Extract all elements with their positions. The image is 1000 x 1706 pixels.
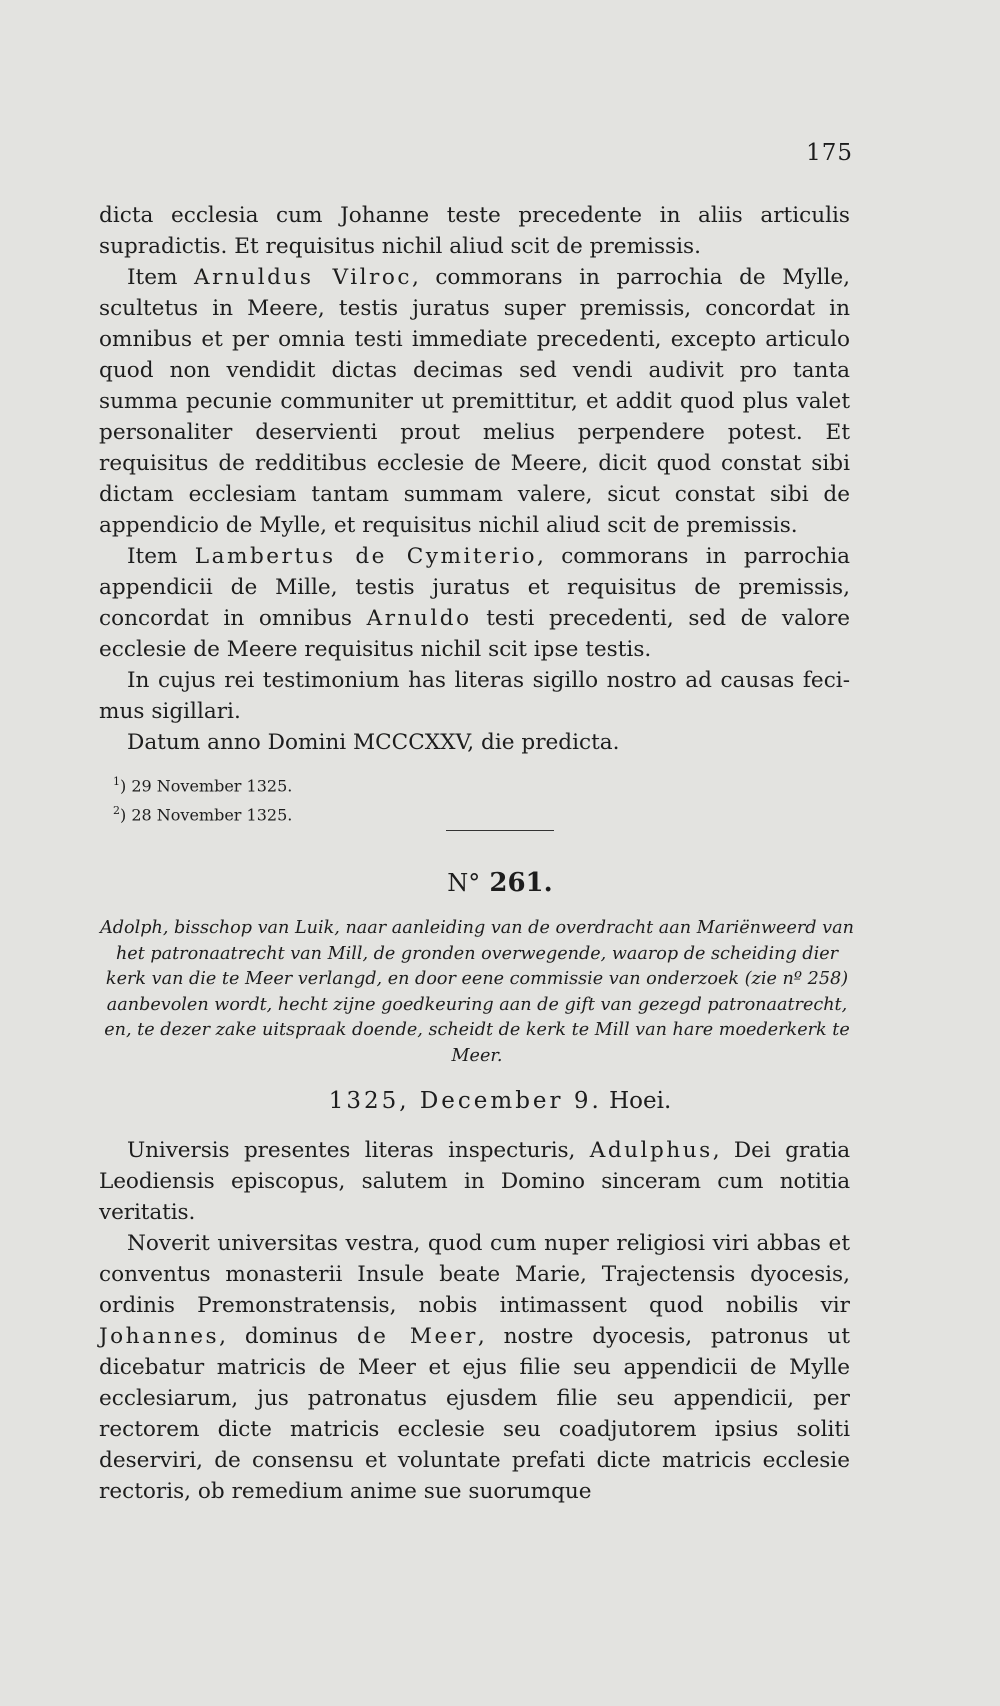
paragraph-3: Item Lambertus de Cymiterio, commorans in parrochia appendicii de Mille, testis juratus et requisitus de premissis, concordat in omnibus Arnuldo testi precedenti, sed de valore ecclesie de Meere requisitus nichil scit ipse testis. (99, 544, 850, 662)
paragraph-4: In cujus rei testimonium has literas sigillo nostro ad causas fecimus sigillari. (99, 668, 850, 724)
document-date: 1325, December 9. Hoei. (328, 1088, 672, 1114)
footnote-2: $^2$) 28 November 1325. (113, 804, 293, 825)
patron-name: Johannes (99, 1324, 220, 1349)
paragraph-2: Item Arnuldus Vilroc, commorans in parrochia de Mylle, scultetus in Meere, testis juratus super premissis, concordat in omnibus et per omnia testi immediate precedenti, excepto articulo quod non vendidit dictas decimas sed vendi audivit pro tanta summa pecunie communiter ut premittitur, et addit quod plus valet personaliter deservienti prout melius perpendere potest. Et requisitus de redditibus ecclesie de Meere, dicit quod constat sibi dictam ecclesiam tantam summam valere, sicut constat sibi de appendicio de Mylle, et requisitus nichil aliud scit de premissis. (99, 265, 850, 538)
page-number: 175 (806, 140, 853, 166)
issuer-name: Adulphus (589, 1138, 713, 1163)
witness-name-arnuldo: Arnuldo (366, 606, 472, 631)
document-summary: Adolph, bisschop van Luik, naar aanleiding van de overdracht aan Mariënweerd van het patronaatrecht van Mill, de gronden overwegende, waarop de scheiding dier kerk van die te Meer verlangd, en door eene commissie van onderzoek (zie nº 258) aanbevolen wordt, hecht zijne goedkeuring aan de gift van gezegd patronaatrecht, en, te dezer zake uitspraak doende, scheidt de kerk te Mill van hare moederkerk te Meer. (100, 918, 854, 1066)
charter-text (99, 1135, 850, 1507)
paragraph-1: dicta ecclesia cum Johanne teste precedente in aliis articulis supradictis. Et requisitus nichil aliud scit de premissis. (99, 203, 850, 259)
charter-paragraph-1: Universis presentes literas inspecturis, Adulphus, Dei gratia Leodiensis episcopus, salutem in Domino sinceram cum notitia veritatis. (99, 1138, 850, 1225)
witness-name-lambertus: Lambertus de Cymiterio (194, 544, 538, 569)
paragraph-5: Datum anno Domini MCCCXXV, die predicta. (127, 730, 620, 755)
charter-paragraph-2: Noverit universitas vestra, quod cum nuper religiosi viri abbas et conventus monasterii Insule beate Marie, Trajectensis dyocesis, ordinis Premonstratensis, nobis intimassent quod nobilis vir Johannes, dominus de Meer, nostre dyocesis, patronus ut dicebatur matricis de Meer et ejus filie seu appendicii de Mylle ecclesiarum, jus patronatus ejusdem filie seu appendicii, per rectorem dicte matricis ecclesie seu coadjutorem ipsius soliti deserviri, de consensu et voluntate prefati dicte matricis ecclesie rectoris, ob remedium anime sue suorumque (99, 1231, 850, 1504)
footnote-1: $^1$) 29 November 1325. (113, 775, 293, 796)
patron-lordship: de Meer (356, 1324, 478, 1349)
footnotes (113, 769, 292, 828)
section-divider (446, 830, 554, 831)
document-number: N° 261. (447, 868, 553, 898)
continued-text (99, 200, 850, 758)
document-place: Hoei. (609, 1088, 672, 1114)
witness-name-arnuldus: Arnuldus Vilroc (194, 265, 412, 290)
